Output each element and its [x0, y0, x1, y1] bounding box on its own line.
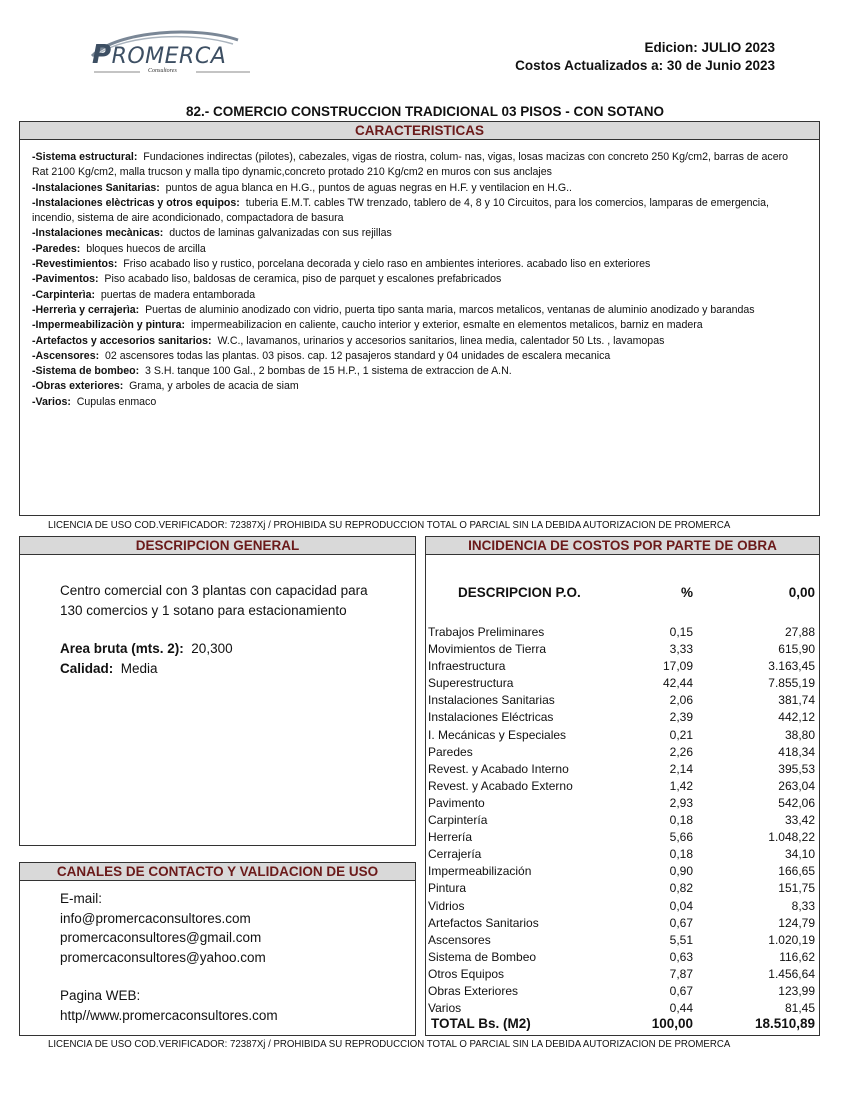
row-pct: 0,15	[669, 625, 693, 639]
row-val: 166,65	[778, 864, 815, 879]
carac-item: -Impermeabilizaciòn y pintura: impermeabilizacion en caliente, caucho interior y exterior, esmalte en elementos metalicos, barniz en madera	[32, 319, 703, 332]
row-val: 123,99	[778, 983, 815, 998]
table-row	[426, 795, 819, 812]
col-header-pct: %	[680, 585, 693, 600]
row-name: Impermeabilización	[428, 864, 532, 879]
carac-item: -Instalaciones elèctricas y otros equipos: tuberia E.M.T. cables TW trenzado, tablero de 4, 8 y 10 Circuitos, para los comercios, lamparas de emergencia, incendio, sistema de aire acondicionado, compactadora de basura	[32, 196, 769, 225]
web-link[interactable]: http//www.promercaconsultores.com	[60, 1007, 278, 1023]
row-val: 381,74	[778, 693, 815, 708]
incidencia-table-header	[426, 585, 819, 605]
row-pct: 0,44	[669, 1001, 693, 1016]
table-row	[426, 761, 819, 778]
logo-subtitle: Consultores	[148, 68, 177, 74]
description-line: Centro comercial con 3 plantas con capacidad para	[60, 583, 368, 598]
row-pct: 5,66	[669, 830, 693, 845]
row-name: Revest. y Acabado Interno	[428, 761, 569, 776]
carac-item: -Pavimentos: Piso acabado liso, baldosas de ceramica, piso de parquet y escalones prefabricados	[32, 273, 502, 286]
table-row	[426, 829, 819, 846]
row-val: 263,04	[778, 778, 815, 793]
row-pct: 5,51	[669, 932, 693, 947]
row-name: Infraestructura	[428, 659, 506, 674]
row-pct: 3,33	[669, 642, 693, 657]
edition-label: Edicion: JULIO 2023	[644, 40, 775, 55]
row-pct: 0,67	[669, 915, 693, 930]
row-name: Revest. y Acabado Externo	[428, 778, 573, 793]
table-row	[426, 863, 819, 880]
row-val: 3.163,45	[768, 659, 815, 674]
calidad: Calidad: Media	[60, 660, 158, 676]
row-val: 442,12	[778, 710, 815, 725]
row-val: 38,80	[784, 727, 815, 742]
caracteristicas-list	[20, 140, 819, 410]
row-name: Otros Equipos	[428, 966, 505, 981]
row-name: Carpintería	[428, 813, 488, 828]
row-name: Varios	[428, 1001, 462, 1016]
row-pct: 0,82	[669, 881, 693, 896]
table-row	[426, 966, 819, 983]
table-row	[426, 658, 819, 675]
row-name: I. Mecánicas y Especiales	[428, 727, 567, 742]
row-val: 34,10	[784, 847, 815, 862]
web-label: Pagina WEB:	[60, 988, 141, 1003]
col-header-val: 0,00	[788, 585, 815, 600]
carac-item: -Instalaciones Sanitarias: puntos de agua blanca en H.G., puntos de aguas negras en H.F. y ventilacion en H.G..	[32, 181, 573, 194]
row-pct: 7,87	[669, 966, 693, 981]
row-val: 33,42	[784, 813, 815, 828]
row-val: 8,33	[791, 898, 815, 913]
description-line: 130 comercios y 1 sotano para estacionamiento	[60, 602, 347, 618]
col-header-desc: DESCRIPCION P.O.	[458, 585, 581, 600]
license-notice-top: LICENCIA DE USO COD.VERIFICADOR: 72387Xj / PROHIBIDA SU REPRODUCCION TOTAL O PARCIAL SIN LA DEBIDA AUTORIZACION DE PROMERCA	[48, 519, 731, 531]
row-name: Vidrios	[428, 898, 465, 913]
row-val: 615,90	[778, 642, 815, 657]
descripcion-general-section	[19, 536, 416, 846]
row-name: Paredes	[428, 744, 473, 759]
email-link[interactable]: promercaconsultores@gmail.com	[60, 930, 262, 945]
carac-item: -Varios: Cupulas enmaco	[32, 395, 157, 408]
row-name: Cerrajería	[428, 847, 482, 862]
row-name: Pavimento	[428, 795, 485, 810]
total-val: 18.510,89	[754, 1016, 815, 1031]
row-name: Superestructura	[428, 676, 514, 691]
table-row	[426, 915, 819, 932]
table-row	[426, 624, 819, 641]
row-pct: 0,18	[669, 847, 693, 862]
email-link[interactable]: promercaconsultores@yahoo.com	[60, 949, 266, 965]
table-row	[426, 709, 819, 726]
descripcion-general-heading: DESCRIPCION GENERAL	[20, 537, 415, 555]
table-row	[426, 880, 819, 897]
carac-item: -Instalaciones mecànicas: ductos de laminas galvanizadas con sus rejillas	[32, 227, 392, 240]
incidencia-costos-section	[425, 536, 820, 1036]
table-row	[426, 744, 819, 761]
table-row	[426, 727, 819, 744]
row-name: Ascensores	[428, 932, 491, 947]
row-val: 151,75	[778, 881, 815, 896]
row-name: Sistema de Bombeo	[428, 949, 537, 964]
row-val: 81,45	[784, 1001, 815, 1016]
carac-item: -Revestimientos: Friso acabado liso y rustico, porcelana decorada y cielo raso en ambientes interiores. acabado liso en exteriores	[32, 258, 651, 271]
row-val: 7.855,19	[768, 676, 815, 691]
row-name: Artefactos Sanitarios	[428, 915, 539, 930]
table-row	[426, 846, 819, 863]
row-pct: 2,93	[669, 795, 693, 810]
carac-item: -Sistema estructural: Fundaciones indirectas (pilotes), cabezales, vigas de riostra, colum- nas, vigas, losas macizas con concreto 250 Kg/cm2, barras de acero Rat 2100 Kg/cm2, malla trucson y malla tipo dynamic,concreto protado 210 Kg/cm2 en muros con sus anclajes	[32, 151, 789, 179]
row-name: Obras Exteriores	[428, 983, 519, 998]
row-name: Instalaciones Sanitarias	[428, 693, 555, 708]
row-val: 542,06	[778, 795, 815, 810]
table-row	[426, 675, 819, 692]
incidencia-total-row	[426, 1013, 819, 1035]
row-val: 395,53	[778, 761, 815, 776]
carac-item: -Paredes: bloques huecos de arcilla	[32, 242, 206, 255]
caracteristicas-heading: CARACTERISTICAS	[20, 122, 819, 140]
total-pct: 100,00	[651, 1016, 693, 1031]
total-label: TOTAL Bs. (M2)	[431, 1016, 531, 1031]
table-row	[426, 949, 819, 966]
email-label: E-mail:	[60, 891, 103, 906]
row-pct: 2,26	[669, 744, 693, 759]
row-name: Instalaciones Eléctricas	[428, 710, 554, 725]
caracteristicas-section	[19, 121, 820, 516]
logo-wordmark: PROMERCA	[92, 40, 227, 70]
row-val: 116,62	[779, 949, 815, 964]
table-row	[426, 641, 819, 658]
costs-updated-label: Costos Actualizados a: 30 de Junio 2023	[515, 58, 775, 73]
edition-info	[515, 39, 775, 75]
row-pct: 0,67	[669, 983, 693, 998]
row-val: 27,88	[784, 625, 815, 639]
row-pct: 2,39	[669, 710, 693, 725]
row-pct: 1,42	[669, 778, 693, 793]
row-val: 124,79	[778, 915, 815, 930]
table-row	[426, 692, 819, 709]
carac-item: -Ascensores: 02 ascensores todas las plantas. 03 pisos. cap. 12 pasajeros standard y 04 unidades de escalera mecanica	[32, 349, 611, 362]
contacto-heading: CANALES DE CONTACTO Y VALIDACION DE USO	[20, 863, 415, 881]
table-row	[426, 812, 819, 829]
row-val: 1.048,22	[768, 830, 815, 845]
carac-item: -Sistema de bombeo: 3 S.H. tanque 100 Gal., 2 bombas de 15 H.P., 1 sistema de extraccion de A.N.	[32, 365, 512, 378]
incidencia-heading: INCIDENCIA DE COSTOS POR PARTE DE OBRA	[426, 537, 819, 555]
row-pct: 42,44	[662, 676, 693, 691]
table-row	[426, 932, 819, 949]
email-link[interactable]: info@promercaconsultores.com	[60, 910, 251, 926]
row-name: Herrería	[428, 830, 473, 845]
table-row	[426, 898, 819, 915]
table-row	[426, 983, 819, 1000]
row-pct: 0,04	[669, 898, 693, 913]
row-val: 1.456,64	[768, 966, 815, 981]
row-val: 418,34	[778, 744, 815, 759]
carac-item: -Herrerìa y cerrajerìa: Puertas de aluminio anodizado con vidrio, puerta tipo santa maria, marcos metalicos, ventanas de aluminio anodizado y barandas	[32, 303, 755, 316]
row-pct: 2,06	[669, 693, 693, 708]
row-name: Pintura	[428, 881, 467, 896]
row-pct: 0,90	[669, 864, 693, 879]
document-title: 82.- COMERCIO CONSTRUCCION TRADICIONAL 03 PISOS - CON SOTANO	[185, 104, 665, 119]
license-notice-bottom: LICENCIA DE USO COD.VERIFICADOR: 72387Xj / PROHIBIDA SU REPRODUCCION TOTAL O PARCIAL SIN LA DEBIDA AUTORIZACION DE PROMERCA	[48, 1038, 731, 1050]
row-pct: 0,63	[669, 949, 693, 964]
area-bruta: Area bruta (mts. 2): 20,300	[60, 641, 233, 656]
incidencia-table-body	[426, 624, 819, 1017]
carac-item: -Carpinterìa: puertas de madera entamborada	[32, 288, 256, 301]
row-name: Trabajos Preliminares	[428, 625, 545, 639]
carac-item: -Obras exteriores: Grama, y arboles de acacia de siam	[32, 380, 299, 393]
carac-item: -Artefactos y accesorios sanitarios: W.C., lavamanos, urinarios y accesorios sanitarios, linea media, calentador 50 Lts. , lavamopas	[32, 334, 665, 347]
row-pct: 2,14	[669, 761, 693, 776]
row-pct: 0,21	[669, 727, 693, 742]
row-name: Movimientos de Tierra	[428, 642, 547, 657]
promerca-logo	[88, 26, 258, 78]
row-pct: 0,18	[669, 813, 693, 828]
table-row	[426, 778, 819, 795]
contacto-section	[19, 862, 416, 1036]
row-val: 1.020,19	[768, 932, 815, 947]
row-pct: 17,09	[662, 659, 693, 674]
